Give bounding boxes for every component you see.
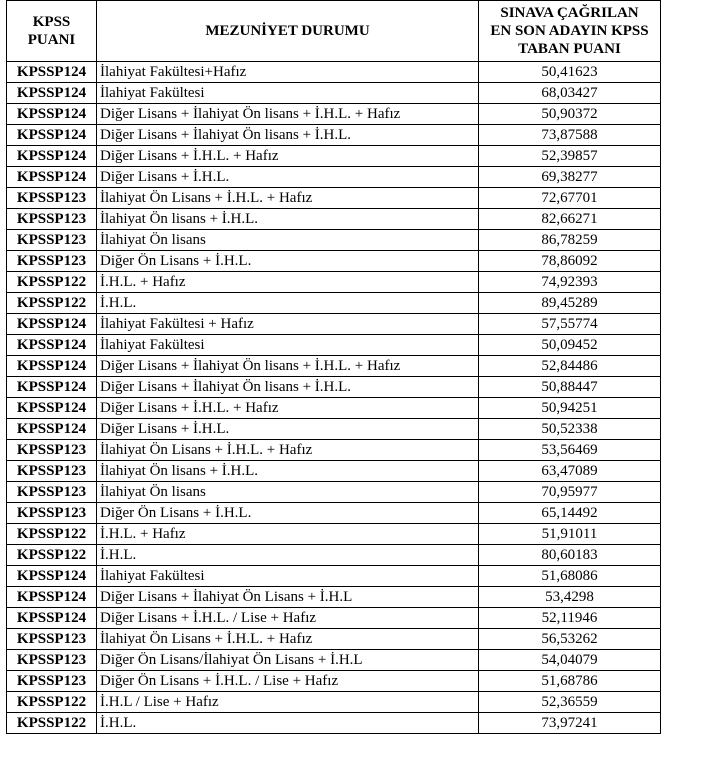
graduation-status-cell: İ.H.L. xyxy=(97,293,479,314)
kpss-code-cell: KPSSP124 xyxy=(7,377,97,398)
graduation-status-cell: Diğer Lisans + İ.H.L. / Lise + Hafız xyxy=(97,608,479,629)
base-score-cell: 89,45289 xyxy=(479,293,661,314)
kpss-code-cell: KPSSP123 xyxy=(7,629,97,650)
graduation-status-cell: İ.H.L. + Hafız xyxy=(97,272,479,293)
header-kpss-puani xyxy=(7,1,97,62)
kpss-code-cell: KPSSP123 xyxy=(7,188,97,209)
base-score-cell: 50,94251 xyxy=(479,398,661,419)
kpss-code-cell: KPSSP123 xyxy=(7,650,97,671)
graduation-status-cell: İlahiyat Fakültesi xyxy=(97,83,479,104)
graduation-status-cell: Diğer Lisans + İ.H.L. xyxy=(97,167,479,188)
table-row xyxy=(7,524,661,545)
table-row xyxy=(7,272,661,293)
graduation-status-cell: İlahiyat Ön Lisans + İ.H.L. + Hafız xyxy=(97,440,479,461)
graduation-status-cell: Diğer Ön Lisans + İ.H.L. / Lise + Hafız xyxy=(97,671,479,692)
kpss-code-cell: KPSSP122 xyxy=(7,293,97,314)
graduation-status-cell: Diğer Ön Lisans/İlahiyat Ön Lisans + İ.H.L xyxy=(97,650,479,671)
base-score-cell: 51,68086 xyxy=(479,566,661,587)
kpss-code-cell: KPSSP124 xyxy=(7,335,97,356)
kpss-score-table-wrapper xyxy=(6,0,661,734)
table-row xyxy=(7,629,661,650)
graduation-status-cell: İlahiyat Fakültesi xyxy=(97,335,479,356)
kpss-code-cell: KPSSP124 xyxy=(7,356,97,377)
base-score-cell: 74,92393 xyxy=(479,272,661,293)
kpss-code-cell: KPSSP124 xyxy=(7,314,97,335)
kpss-code-cell: KPSSP124 xyxy=(7,167,97,188)
base-score-cell: 51,91011 xyxy=(479,524,661,545)
kpss-code-cell: KPSSP124 xyxy=(7,62,97,83)
table-row xyxy=(7,692,661,713)
header-taban-puani xyxy=(479,1,661,62)
graduation-status-cell: İlahiyat Fakültesi+Hafız xyxy=(97,62,479,83)
table-row xyxy=(7,461,661,482)
base-score-cell: 50,52338 xyxy=(479,419,661,440)
table-row xyxy=(7,209,661,230)
table-row xyxy=(7,230,661,251)
graduation-status-cell: İ.H.L. xyxy=(97,713,479,734)
kpss-code-cell: KPSSP122 xyxy=(7,545,97,566)
graduation-status-cell: Diğer Ön Lisans + İ.H.L. xyxy=(97,503,479,524)
graduation-status-cell: İlahiyat Ön lisans + İ.H.L. xyxy=(97,209,479,230)
graduation-status-cell: Diğer Lisans + İlahiyat Ön lisans + İ.H.L. + Hafız xyxy=(97,104,479,125)
base-score-cell: 63,47089 xyxy=(479,461,661,482)
graduation-status-cell: İlahiyat Ön Lisans + İ.H.L. + Hafız xyxy=(97,188,479,209)
graduation-status-cell: İlahiyat Ön lisans xyxy=(97,230,479,251)
graduation-status-cell: Diğer Lisans + İ.H.L. + Hafız xyxy=(97,398,479,419)
table-body xyxy=(7,62,661,734)
kpss-code-cell: KPSSP124 xyxy=(7,398,97,419)
table-row xyxy=(7,314,661,335)
graduation-status-cell: İlahiyat Fakültesi xyxy=(97,566,479,587)
kpss-code-cell: KPSSP123 xyxy=(7,440,97,461)
base-score-cell: 52,36559 xyxy=(479,692,661,713)
base-score-cell: 73,97241 xyxy=(479,713,661,734)
base-score-cell: 56,53262 xyxy=(479,629,661,650)
kpss-code-cell: KPSSP124 xyxy=(7,146,97,167)
base-score-cell: 53,4298 xyxy=(479,587,661,608)
graduation-status-cell: Diğer Lisans + İlahiyat Ön lisans + İ.H.L. xyxy=(97,125,479,146)
base-score-cell: 50,41623 xyxy=(479,62,661,83)
table-row xyxy=(7,419,661,440)
table-row xyxy=(7,356,661,377)
base-score-cell: 50,09452 xyxy=(479,335,661,356)
graduation-status-cell: Diğer Lisans + İlahiyat Ön Lisans + İ.H.L xyxy=(97,587,479,608)
kpss-code-cell: KPSSP123 xyxy=(7,671,97,692)
table-row xyxy=(7,167,661,188)
header-kpss-puani-line2: PUANI xyxy=(27,32,76,48)
header-taban-puani-line1: SINAVA ÇAĞRILAN xyxy=(500,5,639,21)
table-row xyxy=(7,482,661,503)
graduation-status-cell: İlahiyat Ön lisans + İ.H.L. xyxy=(97,461,479,482)
kpss-code-cell: KPSSP124 xyxy=(7,587,97,608)
base-score-cell: 54,04079 xyxy=(479,650,661,671)
kpss-code-cell: KPSSP124 xyxy=(7,125,97,146)
base-score-cell: 65,14492 xyxy=(479,503,661,524)
base-score-cell: 72,67701 xyxy=(479,188,661,209)
base-score-cell: 73,87588 xyxy=(479,125,661,146)
base-score-cell: 82,66271 xyxy=(479,209,661,230)
table-row xyxy=(7,398,661,419)
table-row xyxy=(7,188,661,209)
table-row xyxy=(7,104,661,125)
kpss-code-cell: KPSSP122 xyxy=(7,524,97,545)
graduation-status-cell: Diğer Lisans + İ.H.L. xyxy=(97,419,479,440)
base-score-cell: 86,78259 xyxy=(479,230,661,251)
table-row xyxy=(7,587,661,608)
kpss-code-cell: KPSSP123 xyxy=(7,503,97,524)
graduation-status-cell: Diğer Ön Lisans + İ.H.L. xyxy=(97,251,479,272)
kpss-code-cell: KPSSP123 xyxy=(7,230,97,251)
table-row xyxy=(7,440,661,461)
base-score-cell: 51,68786 xyxy=(479,671,661,692)
table-row xyxy=(7,566,661,587)
base-score-cell: 52,84486 xyxy=(479,356,661,377)
table-row xyxy=(7,62,661,83)
header-mezuniyet-durumu: MEZUNİYET DURUMU xyxy=(97,1,479,62)
kpss-code-cell: KPSSP122 xyxy=(7,272,97,293)
base-score-cell: 52,11946 xyxy=(479,608,661,629)
base-score-cell: 50,88447 xyxy=(479,377,661,398)
table-row xyxy=(7,251,661,272)
kpss-code-cell: KPSSP122 xyxy=(7,692,97,713)
table-row xyxy=(7,650,661,671)
kpss-code-cell: KPSSP124 xyxy=(7,104,97,125)
graduation-status-cell: Diğer Lisans + İ.H.L. + Hafız xyxy=(97,146,479,167)
table-row xyxy=(7,377,661,398)
graduation-status-cell: İ.H.L / Lise + Hafız xyxy=(97,692,479,713)
base-score-cell: 57,55774 xyxy=(479,314,661,335)
kpss-code-cell: KPSSP122 xyxy=(7,713,97,734)
base-score-cell: 69,38277 xyxy=(479,167,661,188)
base-score-cell: 68,03427 xyxy=(479,83,661,104)
table-row xyxy=(7,335,661,356)
kpss-code-cell: KPSSP123 xyxy=(7,209,97,230)
kpss-code-cell: KPSSP124 xyxy=(7,566,97,587)
base-score-cell: 53,56469 xyxy=(479,440,661,461)
kpss-score-table xyxy=(6,0,661,734)
graduation-status-cell: İ.H.L. xyxy=(97,545,479,566)
base-score-cell: 80,60183 xyxy=(479,545,661,566)
base-score-cell: 52,39857 xyxy=(479,146,661,167)
kpss-code-cell: KPSSP124 xyxy=(7,83,97,104)
kpss-code-cell: KPSSP124 xyxy=(7,608,97,629)
header-taban-puani-line2: EN SON ADAYIN KPSS xyxy=(490,23,649,39)
table-row xyxy=(7,83,661,104)
table-row xyxy=(7,713,661,734)
kpss-code-cell: KPSSP124 xyxy=(7,419,97,440)
table-row xyxy=(7,503,661,524)
kpss-code-cell: KPSSP123 xyxy=(7,251,97,272)
table-header-row xyxy=(7,1,661,62)
table-row xyxy=(7,545,661,566)
table-row xyxy=(7,146,661,167)
graduation-status-cell: İlahiyat Ön lisans xyxy=(97,482,479,503)
base-score-cell: 50,90372 xyxy=(479,104,661,125)
base-score-cell: 70,95977 xyxy=(479,482,661,503)
table-row xyxy=(7,293,661,314)
graduation-status-cell: Diğer Lisans + İlahiyat Ön lisans + İ.H.L. xyxy=(97,377,479,398)
kpss-code-cell: KPSSP123 xyxy=(7,482,97,503)
table-row xyxy=(7,608,661,629)
graduation-status-cell: İlahiyat Ön Lisans + İ.H.L. + Hafız xyxy=(97,629,479,650)
graduation-status-cell: İlahiyat Fakültesi + Hafız xyxy=(97,314,479,335)
graduation-status-cell: İ.H.L. + Hafız xyxy=(97,524,479,545)
kpss-code-cell: KPSSP123 xyxy=(7,461,97,482)
graduation-status-cell: Diğer Lisans + İlahiyat Ön lisans + İ.H.L. + Hafız xyxy=(97,356,479,377)
table-row xyxy=(7,671,661,692)
header-taban-puani-line3: TABAN PUANI xyxy=(518,41,621,57)
header-kpss-puani-line1: KPSS xyxy=(32,14,71,30)
base-score-cell: 78,86092 xyxy=(479,251,661,272)
table-row xyxy=(7,125,661,146)
